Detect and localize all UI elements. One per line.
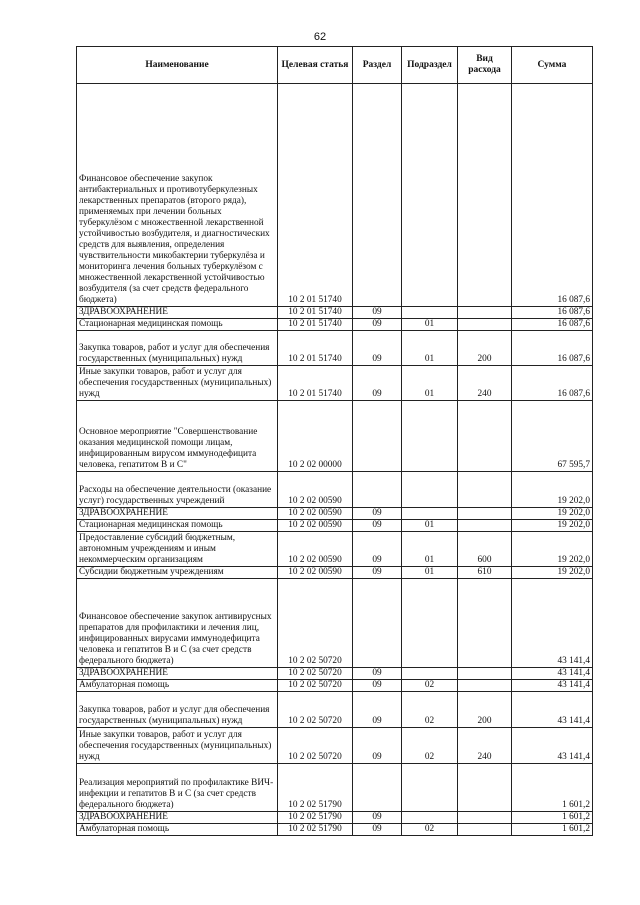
cell-subsection: 02 — [402, 692, 458, 728]
table-row — [77, 567, 593, 579]
cell-target-article: 10 2 02 00590 — [278, 567, 353, 579]
cell-expense-type: 200 — [458, 331, 512, 366]
cell-name: ЗДРАВООХРАНЕНИЕ — [77, 508, 278, 520]
table-header-row — [77, 47, 593, 84]
cell-name: Стационарная медицинская помощь — [77, 520, 278, 532]
table-row — [77, 508, 593, 520]
cell-name: Расходы на обеспечение деятельности (оказание услуг) государственных учреждений — [77, 472, 278, 508]
cell-subsection — [402, 812, 458, 824]
cell-section: 09 — [353, 680, 402, 692]
cell-name: Амбулаторная помощь — [77, 680, 278, 692]
cell-section: 09 — [353, 307, 402, 319]
table-row — [77, 579, 593, 668]
cell-subsection: 01 — [402, 520, 458, 532]
cell-target-article: 10 2 02 50720 — [278, 680, 353, 692]
table-row — [77, 84, 593, 307]
cell-target-article: 10 2 02 50720 — [278, 579, 353, 668]
cell-name: Иные закупки товаров, работ и услуг для обеспечения государственных (муниципальных) нужд — [77, 366, 278, 401]
cell-expense-type — [458, 764, 512, 812]
cell-subsection — [402, 764, 458, 812]
cell-expense-type — [458, 680, 512, 692]
cell-subsection — [402, 508, 458, 520]
table-row — [77, 680, 593, 692]
cell-subsection: 02 — [402, 680, 458, 692]
cell-expense-type — [458, 520, 512, 532]
cell-sum: 19 202,0 — [512, 508, 593, 520]
cell-expense-type — [458, 812, 512, 824]
cell-expense-type — [458, 401, 512, 472]
cell-sum: 19 202,0 — [512, 520, 593, 532]
cell-sum: 1 601,2 — [512, 764, 593, 812]
table-row — [77, 319, 593, 331]
cell-subsection — [402, 472, 458, 508]
cell-expense-type — [458, 668, 512, 680]
header-name: Наименование — [77, 47, 278, 84]
cell-subsection — [402, 84, 458, 307]
table-row — [77, 692, 593, 728]
budget-table — [76, 46, 593, 836]
cell-target-article: 10 2 01 51740 — [278, 307, 353, 319]
cell-target-article: 10 2 02 00000 — [278, 401, 353, 472]
cell-target-article: 10 2 02 50720 — [278, 668, 353, 680]
cell-target-article: 10 2 01 51740 — [278, 331, 353, 366]
cell-section: 09 — [353, 319, 402, 331]
cell-subsection: 01 — [402, 532, 458, 567]
table-row — [77, 366, 593, 401]
cell-name: Иные закупки товаров, работ и услуг для обеспечения государственных (муниципальных) нужд — [77, 728, 278, 764]
cell-section: 09 — [353, 567, 402, 579]
cell-name: Стационарная медицинская помощь — [77, 319, 278, 331]
cell-expense-type — [458, 472, 512, 508]
cell-section: 09 — [353, 508, 402, 520]
table-row — [77, 401, 593, 472]
cell-expense-type — [458, 307, 512, 319]
cell-expense-type: 600 — [458, 532, 512, 567]
header-subsection: Подраздел — [402, 47, 458, 84]
cell-sum: 16 087,6 — [512, 366, 593, 401]
table-row — [77, 764, 593, 812]
cell-name: Финансовое обеспечение закупок антибактериальных и противотуберкулезных лекарственных препаратов (второго ряда), применяемых при лечении больных туберкулёзом с множественной лекарственной устойчивостью возбудителя, и диагностических средств для выявления, определения чувствительности микобактерии туберкулёза и мониторинга лечения больных туберкулёзом с множественной лекарственной устойчивостью возбудителя (за счет средств федерального бюджета) — [77, 84, 278, 307]
table-row — [77, 812, 593, 824]
cell-expense-type — [458, 579, 512, 668]
cell-name: Предоставление субсидий бюджетным, автономным учреждениям и иным некоммерческим организациям — [77, 532, 278, 567]
table-row — [77, 532, 593, 567]
table-row — [77, 331, 593, 366]
cell-sum: 1 601,2 — [512, 812, 593, 824]
cell-name: Закупка товаров, работ и услуг для обеспечения государственных (муниципальных) нужд — [77, 331, 278, 366]
cell-subsection — [402, 579, 458, 668]
cell-name: ЗДРАВООХРАНЕНИЕ — [77, 307, 278, 319]
cell-target-article: 10 2 01 51740 — [278, 319, 353, 331]
cell-target-article: 10 2 02 00590 — [278, 472, 353, 508]
header-expense-type: Вид расхода — [458, 47, 512, 84]
cell-sum: 16 087,6 — [512, 319, 593, 331]
cell-name: Субсидии бюджетным учреждениям — [77, 567, 278, 579]
cell-subsection — [402, 668, 458, 680]
cell-target-article: 10 2 02 00590 — [278, 508, 353, 520]
cell-section: 09 — [353, 812, 402, 824]
cell-section: 09 — [353, 668, 402, 680]
table-row — [77, 728, 593, 764]
cell-target-article: 10 2 01 51740 — [278, 366, 353, 401]
cell-sum: 1 601,2 — [512, 824, 593, 836]
cell-sum: 43 141,4 — [512, 728, 593, 764]
cell-section: 09 — [353, 532, 402, 567]
cell-target-article: 10 2 02 50720 — [278, 692, 353, 728]
cell-target-article: 10 2 02 00590 — [278, 520, 353, 532]
cell-expense-type: 240 — [458, 728, 512, 764]
cell-target-article: 10 2 02 51790 — [278, 764, 353, 812]
cell-target-article: 10 2 02 51790 — [278, 824, 353, 836]
cell-subsection: 01 — [402, 331, 458, 366]
cell-expense-type: 240 — [458, 366, 512, 401]
cell-sum: 43 141,4 — [512, 668, 593, 680]
table-row — [77, 520, 593, 532]
cell-name: ЗДРАВООХРАНЕНИЕ — [77, 812, 278, 824]
cell-section: 09 — [353, 331, 402, 366]
cell-section: 09 — [353, 520, 402, 532]
cell-expense-type — [458, 84, 512, 307]
cell-target-article: 10 2 01 51740 — [278, 84, 353, 307]
cell-expense-type — [458, 508, 512, 520]
cell-expense-type — [458, 824, 512, 836]
table-row — [77, 472, 593, 508]
cell-subsection: 01 — [402, 567, 458, 579]
cell-sum: 16 087,6 — [512, 84, 593, 307]
cell-sum: 43 141,4 — [512, 680, 593, 692]
cell-section: 09 — [353, 728, 402, 764]
page-number: 62 — [313, 31, 327, 43]
cell-sum: 19 202,0 — [512, 472, 593, 508]
cell-section: 09 — [353, 692, 402, 728]
cell-sum: 43 141,4 — [512, 579, 593, 668]
cell-target-article: 10 2 02 00590 — [278, 532, 353, 567]
cell-name: Закупка товаров, работ и услуг для обеспечения государственных (муниципальных) нужд — [77, 692, 278, 728]
table-row — [77, 824, 593, 836]
cell-section — [353, 84, 402, 307]
table-row — [77, 307, 593, 319]
cell-section: 09 — [353, 366, 402, 401]
cell-section — [353, 579, 402, 668]
cell-sum: 16 087,6 — [512, 331, 593, 366]
cell-section — [353, 764, 402, 812]
cell-target-article: 10 2 02 51790 — [278, 812, 353, 824]
cell-expense-type — [458, 319, 512, 331]
cell-subsection: 02 — [402, 728, 458, 764]
cell-target-article: 10 2 02 50720 — [278, 728, 353, 764]
cell-sum: 67 595,7 — [512, 401, 593, 472]
cell-section — [353, 401, 402, 472]
cell-sum: 43 141,4 — [512, 692, 593, 728]
cell-sum: 19 202,0 — [512, 532, 593, 567]
header-sum: Сумма — [512, 47, 593, 84]
cell-subsection: 01 — [402, 366, 458, 401]
cell-subsection: 01 — [402, 319, 458, 331]
cell-sum: 19 202,0 — [512, 567, 593, 579]
cell-name: Реализация мероприятий по профилактике ВИЧ-инфекции и гепатитов В и С (за счет средств федерального бюджета) — [77, 764, 278, 812]
cell-sum: 16 087,6 — [512, 307, 593, 319]
cell-expense-type: 610 — [458, 567, 512, 579]
header-section: Раздел — [353, 47, 402, 84]
cell-expense-type: 200 — [458, 692, 512, 728]
cell-section: 09 — [353, 824, 402, 836]
cell-subsection — [402, 307, 458, 319]
cell-subsection: 02 — [402, 824, 458, 836]
cell-name: Амбулаторная помощь — [77, 824, 278, 836]
cell-name: Основное мероприятие "Совершенствование оказания медицинской помощи лицам, инфицированным вирусом иммунодефицита человека, гепатитом В и С" — [77, 401, 278, 472]
cell-section — [353, 472, 402, 508]
header-target-article: Целевая статья — [278, 47, 353, 84]
cell-subsection — [402, 401, 458, 472]
cell-name: ЗДРАВООХРАНЕНИЕ — [77, 668, 278, 680]
table-row — [77, 668, 593, 680]
cell-name: Финансовое обеспечение закупок антивирусных препаратов для профилактики и лечения лиц, инфицированных вирусами иммунодефицита человека и гепатитов В и С (за счет средств федерального бюджета) — [77, 579, 278, 668]
